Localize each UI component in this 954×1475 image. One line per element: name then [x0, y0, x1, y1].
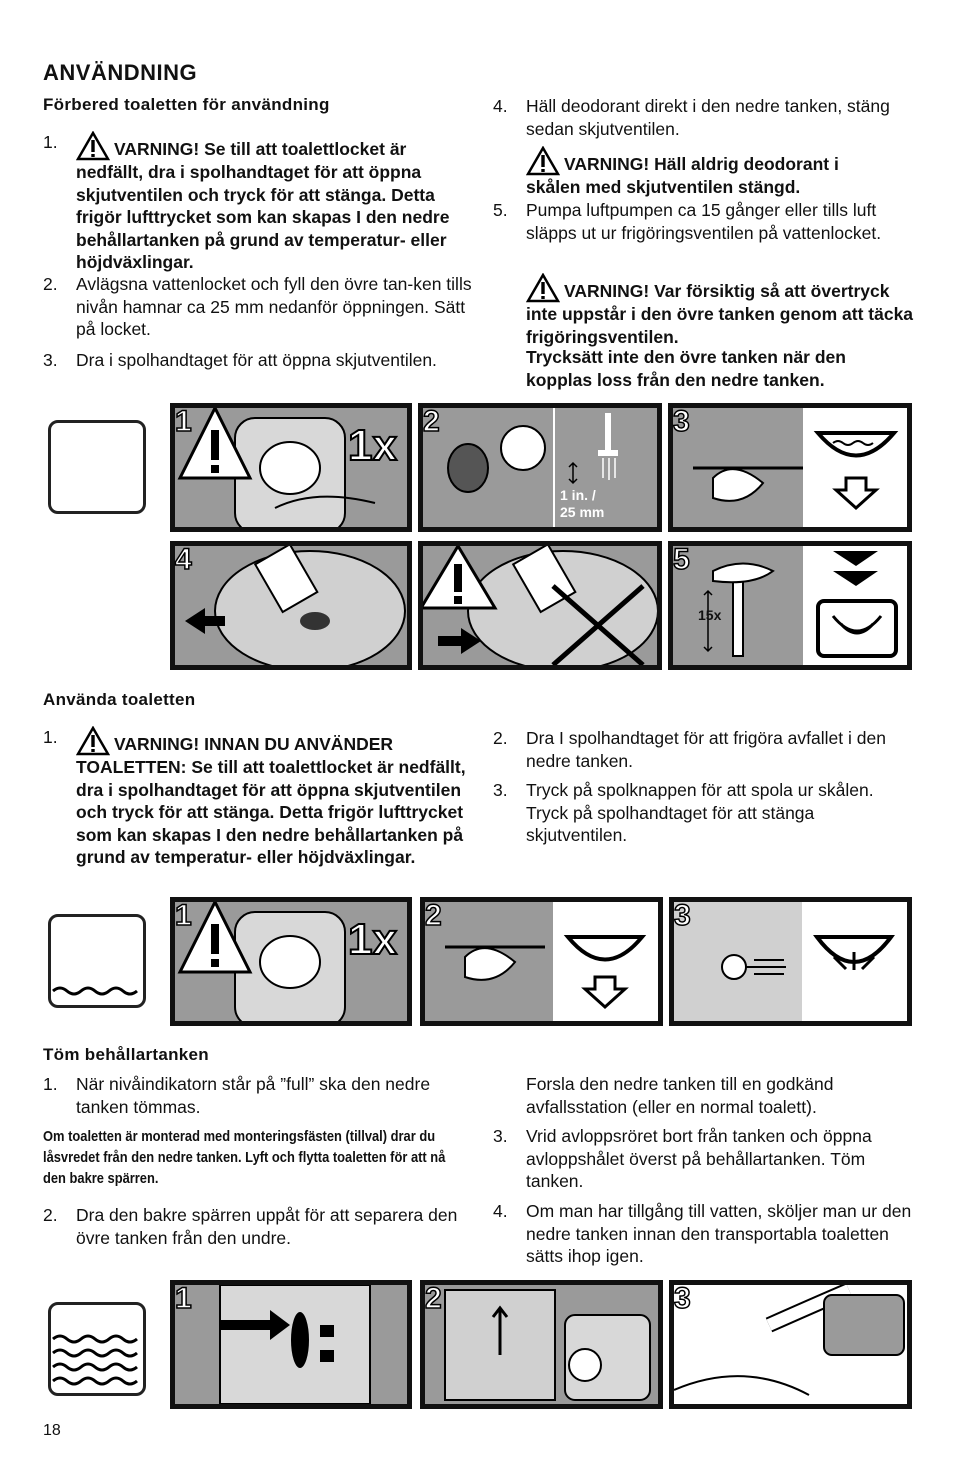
- list-item: [493, 727, 913, 772]
- panel-number: 1: [175, 899, 192, 932]
- count-label: 1x: [348, 421, 397, 470]
- warning-note: [526, 146, 896, 199]
- page-heading: ANVÄNDNING: [43, 60, 198, 85]
- panel-number: 3: [674, 899, 691, 932]
- measure-line-2: 25 mm: [560, 504, 605, 520]
- item-number: 5.: [493, 200, 508, 220]
- warning-note: [526, 273, 921, 348]
- tank-level-icon: [51, 1305, 143, 1393]
- panel-number: 3: [673, 405, 690, 438]
- list-item: [493, 1125, 913, 1193]
- panel-number: 5: [673, 543, 690, 576]
- item-number: 2.: [43, 1205, 58, 1225]
- item-text: Om man har tillgång till vatten, sköljer man ur den nedre tanken innan den transportabla toaletten sätts ihop igen.: [526, 1201, 912, 1266]
- item-text: Tryck på spolknappen för att spola ur skålen. Tryck på spolhandtaget för att stänga skjutventilen.: [526, 780, 874, 845]
- list-item: [493, 95, 913, 140]
- tank-low-icon: [48, 914, 146, 1008]
- item-text: Forsla den nedre tanken till en godkänd avfallsstation (eller en normal toalett).: [526, 1074, 834, 1117]
- tank-level-icon: [51, 917, 143, 1005]
- warning-icon: [76, 726, 110, 756]
- item-number: 3.: [43, 350, 58, 370]
- item-number: 1.: [43, 1074, 58, 1094]
- warning-icon: [526, 146, 560, 176]
- deodorant-illustration: [175, 546, 407, 665]
- item-text: Häll deodorant direkt i den nedre tanken, stäng sedan skjutventilen.: [526, 96, 890, 139]
- empty-tank-illustration: [674, 1285, 907, 1404]
- item-text: VARNING! INNAN DU ANVÄNDER TOALETTEN: Se till att toalettlocket är nedfällt, dra i spolhandtaget för att öppna skjutventilen och tryck för att stänga. Detta frigör lufttrycket som kan skapas I den nedre behållartanken på grund av temperatur- eller höjdväxlingar.: [76, 734, 466, 867]
- list-item: [43, 1204, 473, 1249]
- item-number: 2.: [493, 728, 508, 748]
- illustration-panel-1: [170, 403, 412, 532]
- item-text: Avlägsna vattenlocket och fyll den övre tan-ken tills nivån hamnar ca 25 mm nedanför öppningen. Sätt på locket.: [76, 274, 472, 339]
- item-text: Dra I spolhandtaget för att frigöra avfallet i den nedre tanken.: [526, 728, 886, 771]
- panel-number: 2: [425, 899, 442, 932]
- list-item: [43, 349, 473, 372]
- illustration-panel-1: [170, 897, 412, 1026]
- list-item: [43, 726, 473, 869]
- measure-line-1: 1 in. /: [560, 487, 596, 503]
- illustration-panel-3: [669, 897, 912, 1026]
- panel-number: 1: [175, 405, 192, 438]
- list-item: [43, 131, 473, 274]
- separate-tanks-illustration: [425, 1285, 658, 1404]
- item-number: 4.: [493, 1201, 508, 1221]
- page-number: 18: [43, 1422, 61, 1439]
- item-text: Dra i spolhandtaget för att öppna skjutventilen.: [76, 350, 437, 370]
- panel-number: 2: [425, 1282, 442, 1315]
- item-text: Pumpa luftpumpen ca 15 gånger eller tills luft släpps ut ur frigöringsventilen på vattenlocket.: [526, 200, 882, 243]
- count-label: 15x: [698, 607, 722, 623]
- panel-number: 3: [674, 1282, 691, 1315]
- item-text: Dra den bakre spärren uppåt för att separera den övre tanken från den undre.: [76, 1205, 458, 1248]
- measure-label: [560, 487, 604, 521]
- illustration-panel-2: [420, 1280, 663, 1409]
- note-text: Trycksätt inte den övre tanken när den kopplas loss från den nedre tanken.: [526, 347, 846, 390]
- panel-number: 4: [175, 543, 192, 576]
- list-item: [493, 779, 913, 847]
- flush-button-illustration: [674, 902, 907, 1021]
- illustration-panel-3: [668, 403, 912, 532]
- section-title-empty: Töm behållartanken: [43, 1045, 209, 1064]
- illustration-panel-3: [669, 1280, 912, 1409]
- no-deodorant-illustration: [423, 546, 657, 665]
- panel-number: 2: [423, 405, 440, 438]
- panel-number: 1: [175, 1282, 192, 1315]
- warning-icon: [526, 273, 560, 303]
- warning-text: VARNING! Häll aldrig deodorant i skålen med skjutventilen stängd.: [526, 154, 839, 197]
- flush-release-illustration: [425, 902, 658, 1021]
- section-title-use: Använda toaletten: [43, 690, 196, 709]
- illustration-panel-4: [170, 541, 412, 670]
- list-item: [43, 273, 473, 341]
- illustration-panel-2: [418, 403, 662, 532]
- illustration-panel-warning: [418, 541, 662, 670]
- item-number: 1.: [43, 727, 58, 747]
- item-number: 3.: [493, 1126, 508, 1146]
- section-title-prepare: Förbered toaletten för användning: [43, 95, 330, 114]
- mounting-note: Om toaletten är monterad med monteringsfästen (tillval) drar du låsvredet från den nedre tanken. Lyft och flytta toaletten för att nå den bakre spärren.: [43, 1128, 446, 1187]
- illustration-panel-5: [668, 541, 912, 670]
- item-text: När nivåindikatorn står på ”full” ska den nedre tanken tömmas.: [76, 1074, 431, 1117]
- list-item: [493, 1073, 913, 1118]
- tank-empty-icon: [48, 420, 146, 514]
- item-text: Vrid avloppsröret bort från tanken och öppna avloppshålet överst på behållartanken. Töm tanken.: [526, 1126, 872, 1191]
- illustration-panel-2: [420, 897, 663, 1026]
- tank-full-icon: [48, 1302, 146, 1396]
- item-number: 3.: [493, 780, 508, 800]
- list-item: [43, 1073, 473, 1118]
- pump-illustration: [673, 546, 907, 665]
- item-text: VARNING! Se till att toalettlocket är nedfällt, dra i spolhandtaget för att öppna skjutventilen och tryck för att stänga. Detta frigör lufttrycket som kan skapas I den nedre behållartanken på grund av temperatur- eller höjdväxlingar.: [76, 139, 450, 272]
- item-number: 2.: [43, 274, 58, 294]
- water-fill-illustration: [423, 408, 657, 527]
- illustration-panel-1: [170, 1280, 412, 1409]
- warning-icon: [76, 131, 110, 161]
- item-number: 1.: [43, 132, 58, 152]
- list-item: [493, 1200, 913, 1268]
- list-item: [493, 199, 913, 244]
- item-number: 4.: [493, 96, 508, 116]
- level-indicator-illustration: [175, 1285, 407, 1404]
- warning-text: VARNING! Var försiktig så att övertryck inte uppstår i den övre tanken genom att täcka frigöringsventilen.: [526, 281, 914, 347]
- count-label: 1x: [348, 915, 397, 964]
- pull-handle-illustration: [673, 408, 907, 527]
